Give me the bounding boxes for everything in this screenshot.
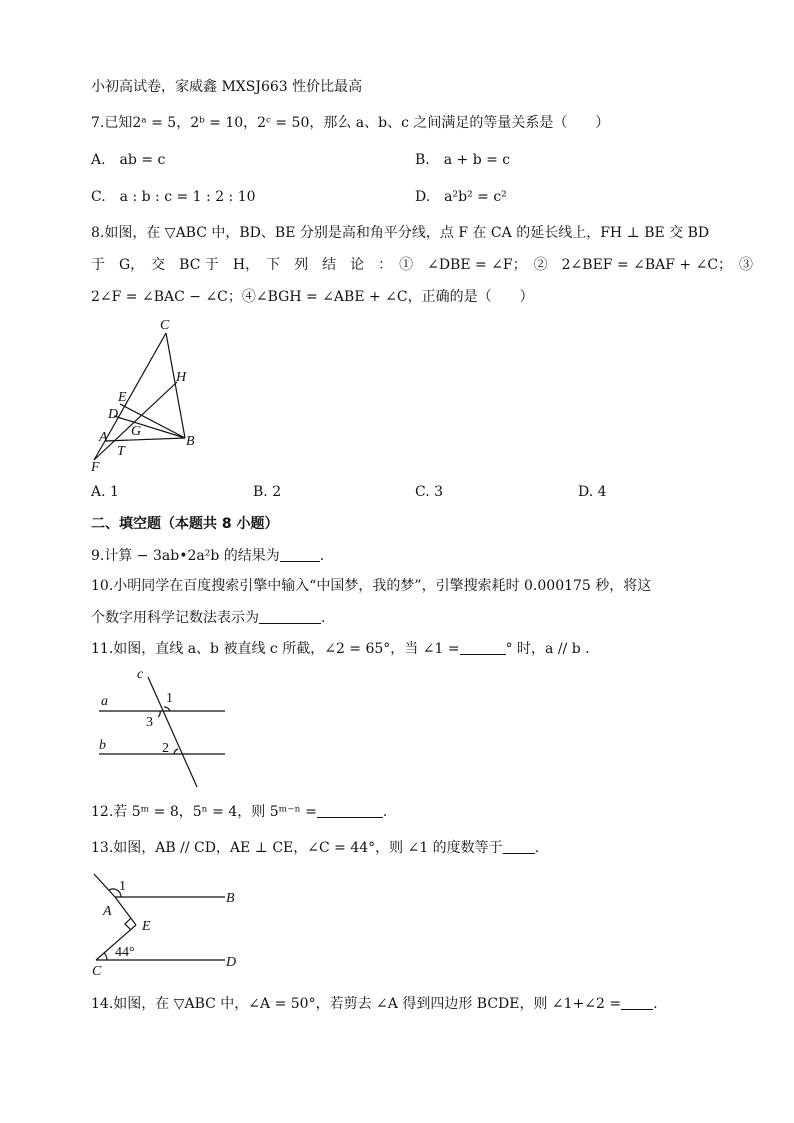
- q13-tail: .: [534, 840, 540, 856]
- q11-angle-1-arc: [164, 707, 170, 711]
- q13-label-b: B: [226, 891, 235, 906]
- q11-label-c: c: [137, 667, 144, 682]
- q11-text: 11.如图，直线 a、b 被直线 c 所截，∠2 = 65°，当 ∠1 =: [91, 641, 460, 657]
- q11-label-a: a: [101, 694, 108, 709]
- q13-answer-blank[interactable]: [503, 839, 535, 854]
- q11-label-2: 2: [162, 741, 169, 756]
- q11-tail: ° 时，a // b .: [505, 641, 590, 657]
- q8-option-b: B. 2: [253, 484, 282, 500]
- q11-angle-2-arc: [174, 749, 178, 754]
- q9-answer-blank[interactable]: [280, 547, 320, 562]
- q8-label-c: C: [160, 318, 170, 333]
- q13-extension-above-a: [94, 874, 115, 897]
- q12-tail: .: [382, 804, 388, 820]
- q9-tail: .: [319, 548, 325, 564]
- q14-row: [91, 994, 658, 1014]
- q13-label-d: D: [226, 955, 237, 970]
- q13-label-c: C: [92, 964, 102, 978]
- q9-text: 9.计算 − 3ab•2a²b 的结果为: [91, 548, 280, 564]
- q13-parallel-figure: [88, 868, 248, 978]
- q13-text: 13.如图，AB // CD，AE ⊥ CE，∠C = 44°，则 ∠1 的度数等于: [91, 840, 503, 856]
- q13-label-44deg: 44°: [115, 945, 135, 960]
- q10-line-1: 10.小明同学在百度搜索引擎中输入“中国梦，我的梦”，引擎搜索耗时 0.000175 秒，将这: [91, 578, 652, 594]
- q9-row: [91, 546, 324, 566]
- q7-option-d: D. a²b² = c²: [415, 189, 507, 205]
- q11-label-1: 1: [166, 691, 173, 706]
- q7-option-b: B. a + b = c: [415, 152, 511, 168]
- section-2-title: 二、填空题（本题共 8 小题）: [91, 516, 279, 532]
- q7-option-a: A. ab = c: [91, 152, 166, 168]
- q8-option-a: A. 1: [91, 484, 119, 500]
- q13-segment-ae: [115, 897, 136, 925]
- q8-label-g: G: [131, 424, 142, 439]
- q8-label-a: A: [99, 430, 108, 445]
- q14-text: 14.如图，在 ▽ABC 中，∠A = 50°，若剪去 ∠A 得到四边形 BCDE，则 ∠1+∠2 =: [91, 996, 622, 1012]
- header-ad-text: 小初高试卷，家威鑫 MXSJ663 性价比最高: [91, 79, 363, 95]
- q8-line-2: 于 G， 交 BC 于 H， 下 列 结 论 ： ① ∠DBE = ∠F； ② 2∠BEF = ∠BAF + ∠C； ③: [91, 257, 754, 273]
- q8-label-e: E: [118, 390, 127, 405]
- q12-answer-blank[interactable]: [317, 803, 383, 818]
- q10-answer-blank[interactable]: [259, 609, 321, 624]
- q11-answer-blank[interactable]: [460, 640, 506, 655]
- q11-row: [91, 639, 590, 659]
- q8-option-d: D. 4: [578, 484, 607, 500]
- q11-angle-3-arc: [158, 711, 160, 717]
- q12-text: 12.若 5ᵐ = 8，5ⁿ = 4，则 5ᵐ⁻ⁿ =: [91, 804, 317, 820]
- q13-label-e: E: [142, 919, 151, 934]
- q13-label-a: A: [103, 904, 112, 919]
- q13-angle-c-arc: [104, 953, 107, 960]
- q12-row: [91, 802, 387, 822]
- q13-row: [91, 838, 539, 858]
- q14-tail: .: [653, 996, 658, 1012]
- q8-line-3: 2∠F = ∠BAC − ∠C；④∠BGH = ∠ABE + ∠C，正确的是（ ）: [91, 289, 534, 305]
- q8-line-1: 8.如图，在 ▽ABC 中，BD、BE 分别是高和角平分线，点 F 在 CA 的延长线上，FH ⊥ BE 交 BD: [91, 225, 710, 241]
- q8-label-b: B: [186, 434, 195, 449]
- q8-line-fh: [94, 382, 177, 460]
- q8-triangle-figure: [88, 315, 218, 475]
- q8-label-h: H: [176, 370, 187, 385]
- q11-label-b: b: [99, 738, 106, 753]
- q8-label-t: T: [117, 444, 125, 459]
- q13-label-1: 1: [119, 879, 126, 894]
- q13-right-angle-mark: [125, 918, 131, 930]
- q11-parallel-lines-figure: [92, 665, 232, 790]
- q10-line-2: 个数字用科学记数法表示为: [91, 610, 259, 626]
- q8-label-d: D: [108, 407, 119, 422]
- q8-option-c: C. 3: [415, 484, 444, 500]
- q11-label-3: 3: [146, 715, 153, 730]
- q14-answer-blank[interactable]: [621, 995, 653, 1010]
- q10-row-2: [91, 608, 325, 628]
- q7-stem: 7.已知2ᵃ = 5，2ᵇ = 10，2ᶜ = 50，那么 a、b、c 之间满足的等量关系是（ ）: [91, 115, 610, 131]
- q10-tail: .: [321, 610, 326, 626]
- q7-option-c: C. a : b : c = 1 : 2 : 10: [91, 189, 256, 205]
- q8-side-cb: [166, 333, 185, 438]
- q8-label-f: F: [91, 460, 100, 475]
